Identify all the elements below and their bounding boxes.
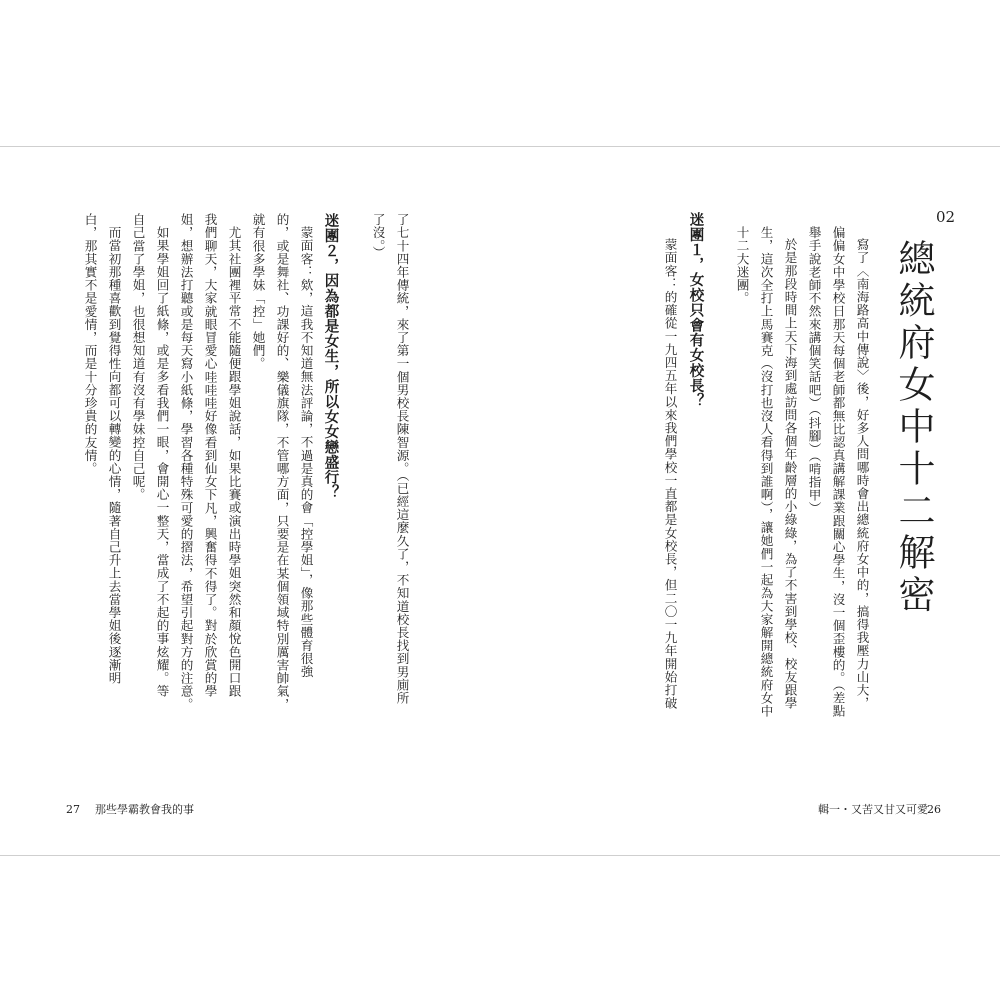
paragraph-line: 蒙面客：的確從一九四五年以來我們學校一直都是女校長，但二〇一九年開始打破 [662,238,678,710]
page-number-right: 26 [927,803,941,816]
paragraph-line: 舉手說老師不然來講個笑話吧）（抖腳）（啃指甲） [806,226,822,515]
running-title-left: 那些學霸教會我的事 [95,803,194,816]
section-heading-q1: 迷團１，女校只會有女校長？ [687,212,705,409]
paragraph-line: 就有很多學妹「控」她們。 [250,213,266,371]
running-title-right: 輯一・又苦又甘又可愛 [818,803,928,816]
paragraph-line: 蒙面客：欸，這我不知道無法評論，不過是真的會「控學姐」，像那些體育很強 [298,226,314,679]
paragraph-line: 了沒。） [370,213,386,260]
section-heading-q2: 迷團２，因為都是女生，所以女女戀盛行？ [322,213,340,500]
paragraph-line: 的，或是舞社、功課好的、樂儀旗隊，不管哪方面，只要是在某個領域特別厲害帥氣， [274,213,290,711]
paragraph-line: 寫了〈南海路高中傳說〉後，好多人問哪時會出總統府女中的，搞得我壓力山大， [854,238,870,710]
paragraph-line: 而當初那種喜歡到覺得性向都可以轉變的心情，隨著自己升上去當學姐後逐漸明 [106,226,122,685]
paragraph-line: 如果學姐回了紙條，或是多看我們一眼，會開心一整天，當成了不起的事炫耀。等 [154,226,170,698]
paragraph-line: 十二大迷團。 [734,226,750,305]
chapter-title: 總統府女中十二解密 [892,239,935,617]
paragraph-line: 生，這次全打上馬賽克（沒打也沒人看得到誰啊），讓她們一起為大家解開總統府女中 [758,226,774,718]
paragraph-line: 自己當了學姐，也很想知道有沒有學妹控自己呢。 [130,213,146,502]
paragraph-line: 尤其社團裡平常不能隨便跟學姐說話，如果比賽或演出時學姐突然和顏悅色開口跟 [226,226,242,698]
paragraph-line: 我們聊天，大家就眼冒愛心哇哇哇好像看到仙女下凡，興奮得不得了。對於欣賞的學 [202,213,218,698]
paragraph-line: 偏偏女中學校日那天每個老師都無比認真講解課業跟關心學生，沒一個歪樓的。（差點 [830,226,846,718]
paragraph-line: 於是那段時間上天下海到處訪問各個年齡層的小綠綠，為了不害到學校、校友跟學 [782,238,798,710]
paragraph-line: 了七十四年傳統，來了第一個男校長陳智源。（已經這麼久了，不知道校長找到男廁所 [394,213,410,705]
page-number-left: 27 [66,803,80,816]
book-spread [0,146,1000,856]
chapter-number: 02 [936,208,956,226]
paragraph-line: 姐，想辦法打聽或是每天寫小紙條，學習各種特殊可愛的摺法，希望引起對方的注意。 [178,213,194,711]
paragraph-line: 白，那其實不是愛情，而是十分珍貴的友情。 [82,213,98,475]
